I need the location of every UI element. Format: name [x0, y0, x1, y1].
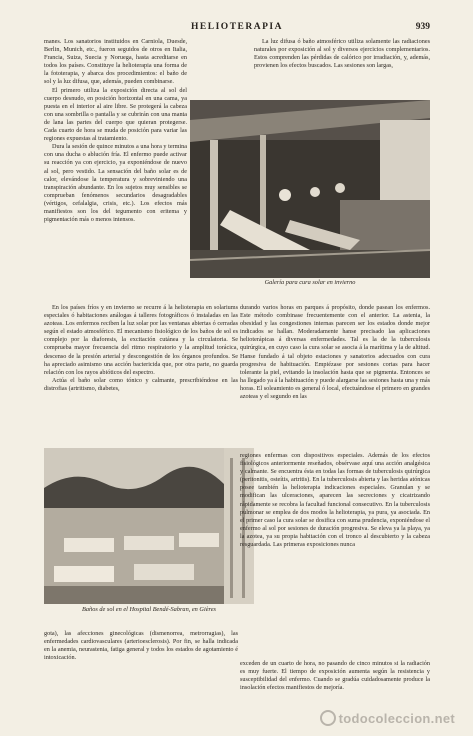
- figure-caption: Baños de sol en el Hospital Bendé-Sabran, en Gières: [82, 606, 216, 613]
- column-left-bottom: [44, 630, 238, 690]
- hospital-sunbath-illustration: [44, 448, 254, 604]
- column-right-top: [254, 38, 430, 98]
- page-number: 939: [415, 22, 430, 32]
- paragraph: manes. Los sanatorios instituidos en Carniola, Duesde, Berlin, Munich, etc., fueron seguidos de otros en Italia, Francia, Suiza, Suecia y Noruega, hasta acreditarse en todos los países. Constituye la helioterapia una forma de la fototerapia, y abarca dos procedimientos: el baño de sol y la luz difusa, que, además, pueden combinarse.: [44, 38, 187, 86]
- winter-gallery-illustration: [190, 100, 430, 278]
- paragraph: regiones enfermas con dispositivos especiales. Además de los efectos fisiológicos anteriormente reseñados, obsérvase aquí una acción analgésica y calmante. Se encuentra ésta en todas las formas de tuberculosis quirúrgica (peritonitis, osteítis, artritis). En la tuberculosis abierta y las heridas atónicas posee también la helioterapia indicaciones especiales. Granulan y se modifican las ulceraciones, aparecen las secreciones y cicatrizando rápidamente se recobra la facultad funcional consecutivo. En la tuberculosis pulmonar se emplea de dos modos la helioterapia, ya pura, ya asociada. En el primer caso la cura solar se dosifica con suma prudencia, exponiéndose el enfermo al sol por sesiones de duración progresiva. Se eleva ya la playa, ya la azotea, ya su propia habitación con el tronco al descubierto y la cabeza resguardada. Las primeras exposiciones nunca: [240, 452, 430, 549]
- paragraph: Dura la sesión de quince minutos a una hora y termina con una ducha o ablución fría. El enfermo puede activar su reacción ya con ejercicio, ya exponiéndose de nuevo al sol, pero vestido. La sensación del baño solar es de calor, elevándose la temperatura y sobreviniendo una transpiración abundante. En los sujetos muy sensibles se comprueban fenómenos secundarios desagradables (vértigos, cefalalgia, crisis, etc.). Los efectos más manifiestos son los del tegumento con eritema y pigmentación más o menos intensos.: [44, 143, 187, 224]
- paragraph: El primero utiliza la exposición directa al sol del cuerpo desnudo, en posición horizontal en una cama, ya puesta en el interior al aire libre. Se protegerá la cabeza con una sombrilla o pantalla y se cubrirán con una manta de lana las partes del cuerpo que quieran protegerse. Cada cuarto de hora se muda de posición para variar las regiones expuestas al tratamiento.: [44, 86, 187, 143]
- paragraph: La luz difusa ó baño atmosférico utiliza solamente las radiaciones naturales por exposición al sol y diversos ejercicios complementarios. Estos comprenden las pérdidas de calórico por irradiación, y, además, provienen los efectos buscados. Las sesiones son largas,: [254, 38, 430, 70]
- column-right-bottom: [240, 660, 430, 708]
- watermark: [320, 710, 455, 726]
- figure-caption: Galería para cura solar en invierno: [264, 279, 356, 286]
- photo-winter-gallery: [190, 100, 430, 278]
- column-right-lower: [240, 452, 430, 660]
- paragraph: gota), las afecciones ginecológicas (dismenorrea, metrorragias), las enfermedades cardiovasculares (arterioesclerosis). Por fin, se halla indicada en la anemia, neurastenia, fatiga general y todos los estados de agotamiento é intoxicación.: [44, 630, 238, 662]
- paragraph: exceden de un cuarto de hora, no pasando de cinco minutos si la radiación es muy fuerte. El tiempo de exposición aumenta según la resistencia y susceptibilidad del enfermo. Cuando se gradúa cuidadosamente produce la insolación efectos manifiestos de mejoría.: [240, 660, 430, 692]
- column-left-top: [44, 38, 187, 304]
- page-title: HELIOTERAPIA: [191, 22, 283, 32]
- watermark-text: todocoleccion.net: [338, 711, 455, 726]
- column-right-middle: [240, 304, 430, 452]
- photo-hospital-sunbath: [44, 448, 254, 604]
- paragraph: durando varios horas en parques á propósito, donde pasean los enfermos. Este método combinase frecuentemente con el anterior. La astenia, la obesidad y las congestiones internas parecen ser los estados donde mejor indicados se hallan. Moderadamente hanse precisado las aplicaciones helioterápicas á diversas enfermedades. Tal es la de la tuberculosis quirúrgica, en cuyo caso la cura solar se asocia á la marítima y la de altitud. Hanse fundado á tal objeto estaciones y sanatorios adecuados con cura progresiva de habituación. Empiézase por sesiones cortas para hacer tolerante la piel, evitando la insolación hasta que se pigmenta. Entonces se ha llegado ya á la habituación y puede alargarse las sesiones hasta una y más horas. El soleamiento es general ó local, efectuándose el primero en grandes azoteas y el segundo en las: [240, 304, 430, 401]
- watermark-icon: [320, 710, 336, 726]
- paragraph: En los países fríos y en invierno se recurre á la helioterapia en solariums especiales ó habitaciones análogas á talleres fotográficos ó instaladas en las azoteas. Los enfermos reciben la luz solar por las ventanas abiertas ó cerradas según el estado atmosférico. El mecanismo fisiológico de los baños de sol es complejo por la diaforesis, la excitación cutánea y la circulatoria. Se comprueba mayor frecuencia del ritmo respiratorio y la amplitud torácica, descenso de la presión arterial y descongestión de los órganos profundos. Se ha apreciado asimismo una acción bactericida que, por otra parte, no guarda relación con los rayos abióticos del espectro.: [44, 304, 238, 376]
- paragraph: Actúa el baño solar como tónico y calmante, prescribiéndose en las distrofias (artritismo, diabetes,: [44, 376, 238, 392]
- column-left-middle: [44, 304, 238, 452]
- page-header: [44, 22, 430, 36]
